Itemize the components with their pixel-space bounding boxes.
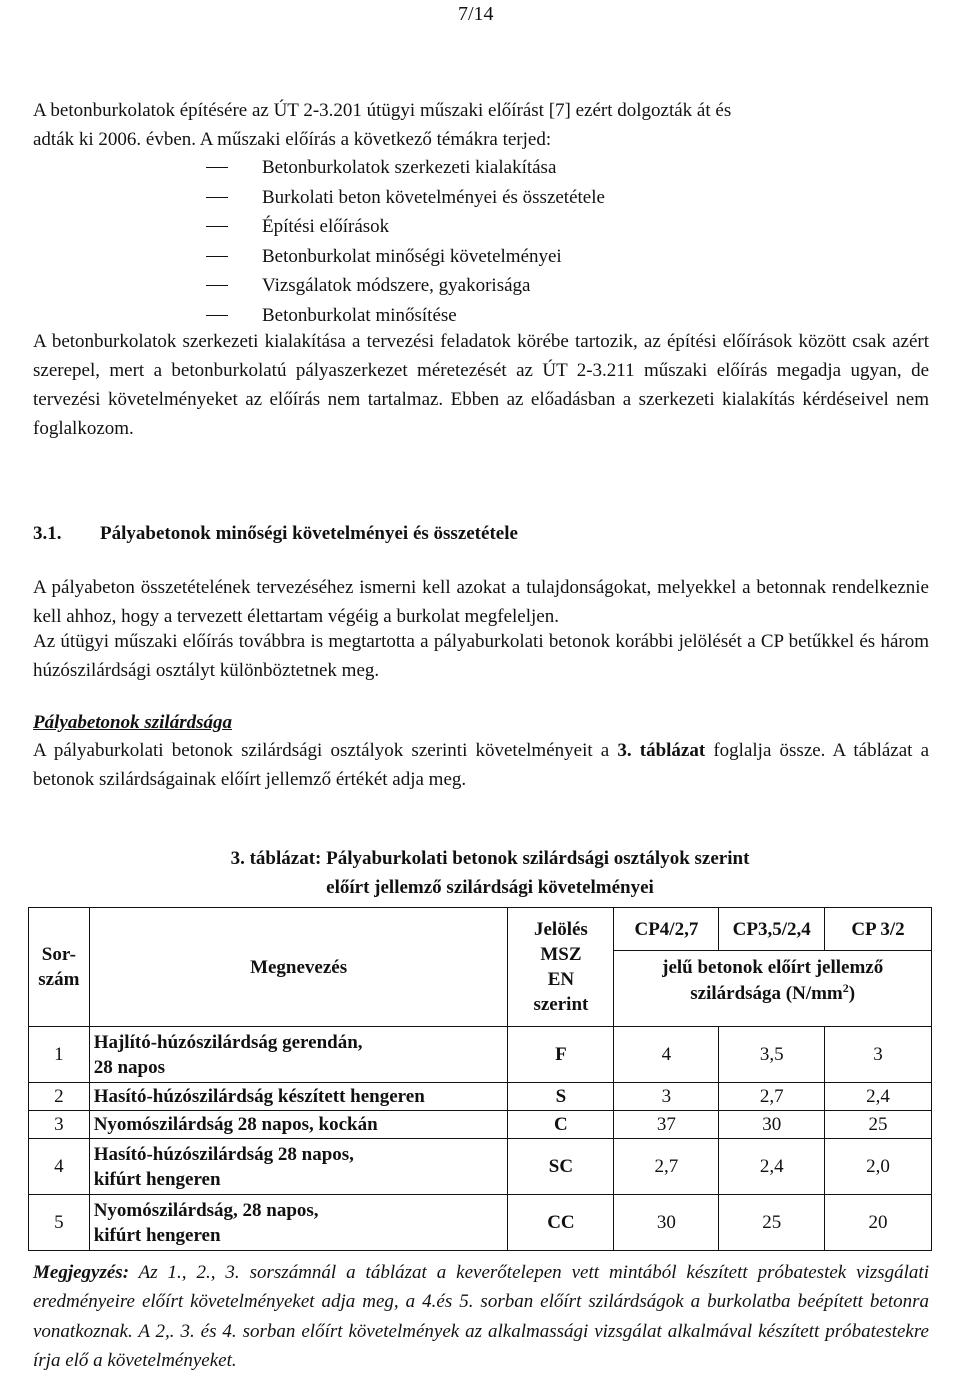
intro-line-2: adták ki 2006. évben. A műszaki előírás a következő témákra terjed:	[33, 129, 552, 150]
strength-table	[28, 907, 932, 1251]
row-code: CC	[508, 1195, 614, 1251]
topic-item	[200, 301, 800, 331]
intro-paragraph	[33, 96, 929, 154]
paragraph-designation: Az útügyi műszaki előírás továbbra is megtartotta a pályaburkolati betonok korábbi jelölését a CP betűkkel és három húzószilárdsági osztályt különböztetnek meg.	[33, 631, 929, 681]
row-name-line-1: Hajlító-húzószilárdság gerendán,	[93, 1031, 363, 1053]
row-value-2: 3,5	[719, 1027, 825, 1083]
paragraph-properties: A pályabeton összetételének tervezéséhez ismerni kell azokat a tulajdonságokat, melyekkel a betonnak rendelkeznie kell ahhoz, hogy a tervezett élettartam végéig a burkolat megfeleljen.	[33, 577, 929, 627]
topic-label: Építési előírások	[262, 216, 390, 237]
row-name	[89, 1027, 508, 1083]
row-value-3: 2,4	[824, 1083, 931, 1111]
row-name-line-1: Hasító-húzószilárdság 28 napos,	[93, 1143, 354, 1165]
section-heading	[33, 519, 518, 548]
header-code-line-2: MSZ	[540, 944, 582, 965]
intro-line-1: A betonburkolatok építésére az ÚT 2-3.201 útügyi műszaki előírást [7] ezért dolgozták át és	[33, 100, 732, 121]
header-code	[508, 908, 614, 1027]
table-row	[29, 1111, 932, 1139]
row-value-2: 30	[719, 1111, 825, 1139]
topic-item	[200, 153, 800, 183]
header-unit-sup: 2	[842, 981, 849, 995]
row-name	[89, 1139, 508, 1195]
topic-label: Vizsgálatok módszere, gyakorisága	[262, 275, 531, 296]
topic-list	[200, 153, 800, 330]
header-code-line-1: Jelölés	[534, 919, 588, 940]
row-code: C	[508, 1111, 614, 1139]
row-num: 4	[29, 1139, 90, 1195]
row-value-3: 25	[824, 1111, 931, 1139]
row-code: F	[508, 1027, 614, 1083]
row-name	[89, 1195, 508, 1251]
row-num: 5	[29, 1195, 90, 1251]
header-name: Megnevezés	[89, 908, 508, 1027]
table-intro-text: A pályaburkolati betonok szilárdsági osztályok szerinti követelményeit a	[33, 740, 618, 761]
table-row	[29, 1083, 932, 1111]
table-row	[29, 1139, 932, 1195]
paragraph-table-intro	[33, 736, 929, 794]
topic-item	[200, 212, 800, 242]
topic-label: Betonburkolat minősítése	[262, 304, 457, 326]
header-grade-1: CP4/2,7	[614, 908, 719, 951]
row-num: 2	[29, 1083, 90, 1111]
topic-label: Burkolati beton követelményei és összetétele	[262, 186, 605, 208]
dash-bullet	[206, 285, 228, 286]
paragraph-structural-design: A betonburkolatok szerkezeti kialakítása a tervezési feladatok körébe tartozik, az építési előírások között csak azért szerepel, mert a betonburkolatú pályaszerkezet méretezését az ÚT 2-3.211 műszaki előírás megadja ugyan, de tervezési követelményeket az előírás nem tartalmaz. Ebben az előadásban a szerkezeti kialakítás kérdéseivel nem foglalkozom.	[33, 331, 929, 439]
section-title: Pályabetonok minőségi követelményei és összetétele	[100, 523, 518, 544]
table-intro-text-end: foglalja össze. A táblázat a betonok szilárdságainak előírt jellemző értékét adja meg.	[33, 740, 930, 790]
row-value-2: 2,7	[719, 1083, 825, 1111]
header-unit-text: szilárdsága (N/mm	[690, 983, 843, 1004]
row-value-2: 2,4	[719, 1139, 825, 1195]
row-value-1: 30	[614, 1195, 719, 1251]
row-name-line-2: kifúrt hengeren	[93, 1224, 221, 1246]
header-grade-2: CP3,5/2,4	[719, 908, 825, 951]
dash-bullet	[206, 167, 228, 168]
header-unit-close: )	[848, 983, 856, 1004]
subheading-strength: Pályabetonok szilárdsága	[33, 712, 232, 733]
table-caption-line-2: előírt jellemző szilárdsági követelményei	[326, 877, 654, 898]
header-serial-line-1: Sor-	[41, 944, 76, 965]
topic-item	[200, 242, 800, 272]
row-num: 1	[29, 1027, 90, 1083]
dash-bullet	[206, 256, 228, 257]
row-name-line-1: Nyomószilárdság, 28 napos,	[93, 1199, 319, 1221]
page-number: 7/14	[458, 3, 494, 25]
dash-bullet	[206, 226, 228, 227]
header-code-line-3: EN	[547, 969, 575, 990]
table-caption	[150, 844, 830, 902]
header-serial	[29, 908, 90, 1027]
row-code: SC	[508, 1139, 614, 1195]
table-note	[33, 1258, 929, 1376]
row-num: 3	[29, 1111, 90, 1139]
note-text: Az 1., 2., 3. sorszámnál a táblázat a keverőtelepen vett mintából készített próbatestek vizsgálati eredményeire előírt követelményeket adja meg, a 4.és 5. sorban előírt szilárdságok a burkolatba beépített betonra vonatkoznak. A 2,. 3. és 4. sorban előírt követelmények az alkalmassági vizsgálat alkalmával készített próbatestekre írja elő a követelményeket.	[33, 1262, 929, 1372]
header-serial-line-2: szám	[38, 969, 80, 990]
row-value-1: 3	[614, 1083, 719, 1111]
header-unit	[614, 951, 932, 1027]
row-name-line-2: kifúrt hengeren	[93, 1168, 221, 1190]
topic-label: Betonburkolatok szerkezeti kialakítása	[262, 157, 557, 178]
row-value-1: 2,7	[614, 1139, 719, 1195]
topic-label: Betonburkolat minőségi követelményei	[262, 245, 562, 267]
header-grade-3: CP 3/2	[824, 908, 931, 951]
header-unit-line-2	[618, 981, 927, 1007]
dash-bullet	[206, 315, 228, 316]
topic-item	[200, 271, 800, 301]
row-value-1: 37	[614, 1111, 719, 1139]
row-name-line-2: 28 napos	[93, 1056, 165, 1078]
row-value-3: 20	[824, 1195, 931, 1251]
row-value-1: 4	[614, 1027, 719, 1083]
row-value-3: 2,0	[824, 1139, 931, 1195]
topic-item	[200, 183, 800, 213]
row-value-2: 25	[719, 1195, 825, 1251]
table-row	[29, 1027, 932, 1083]
note-label: Megjegyzés:	[33, 1262, 130, 1283]
dash-bullet	[206, 197, 228, 198]
table-header-row	[29, 908, 932, 951]
row-code: S	[508, 1083, 614, 1111]
row-name: Hasító-húzószilárdság készített hengeren	[89, 1083, 508, 1111]
row-value-3: 3	[824, 1027, 931, 1083]
section-number: 3.1.	[33, 523, 62, 544]
table-row	[29, 1195, 932, 1251]
table-caption-line-1: 3. táblázat: Pályaburkolati betonok szilárdsági osztályok szerint	[230, 848, 750, 869]
header-code-line-4: szerint	[533, 994, 589, 1015]
row-name: Nyomószilárdság 28 napos, kockán	[89, 1111, 508, 1139]
header-unit-line-1: jelű betonok előírt jellemző	[662, 957, 884, 978]
table-reference: 3. táblázat	[617, 740, 706, 761]
